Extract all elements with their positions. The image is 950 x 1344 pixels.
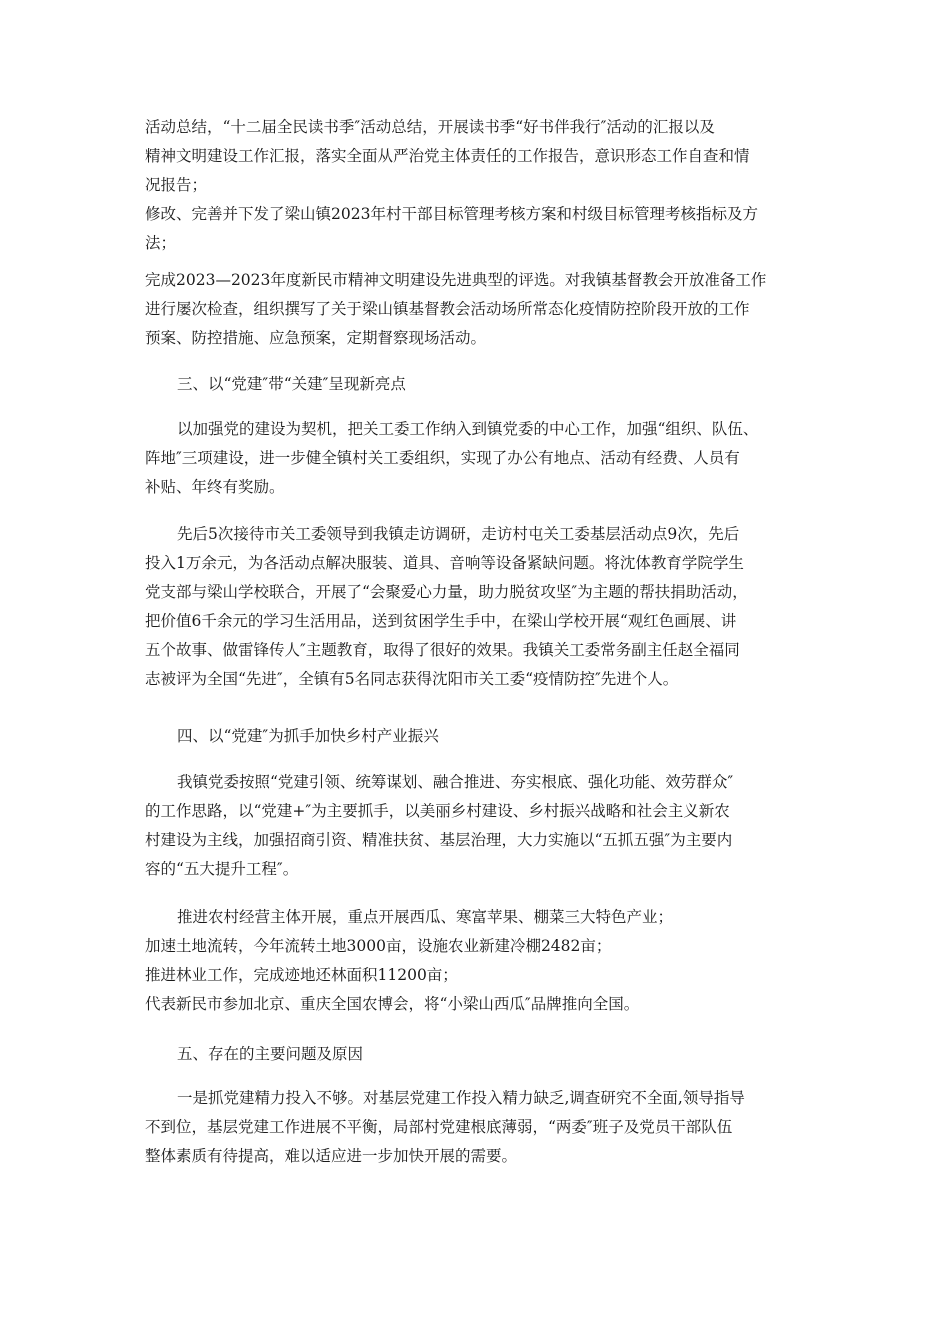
paragraph-4b [145, 903, 810, 1019]
text-line: 加速土地流转，今年流转土地3000亩，设施农业新建冷棚2482亩； [145, 937, 612, 955]
paragraph-intro-3 [145, 266, 810, 353]
text-line: 容的“五大提升工程″。 [145, 860, 299, 878]
heading-text: 四、以“党建″为抓手加快乡村产业振兴 [177, 727, 439, 745]
text-line: 志被评为全国“先进″，全镇有5名同志获得沈阳市关工委“疫情防控″先进个人。 [145, 670, 679, 688]
text-line: 修改、完善并下发了梁山镇2023年村干部目标管理考核方案和村级目标管理考核指标及方 [145, 205, 758, 223]
section-heading-3 [145, 370, 810, 399]
text-line: 不到位，基层党建工作进展不平衡，局部村党建根底薄弱，“两委″班子及党员干部队伍 [145, 1118, 733, 1136]
text-line: 的工作思路，以“党建+″为主要抓手，以美丽乡村建设、乡村振兴战略和社会主义新农 [145, 802, 730, 820]
text-line: 预案、防控措施、应急预案，定期督察现场活动。 [145, 329, 487, 347]
section-heading-5 [145, 1040, 810, 1069]
text-line: 阵地″三项建设，进一步健全镇村关工委组织，实现了办公有地点、活动有经费、人员有 [145, 449, 740, 467]
text-line: 村建设为主线，加强招商引资、精准扶贫、基层治理，大力实施以“五抓五强″为主要内 [145, 831, 733, 849]
section-heading-4 [145, 722, 810, 751]
text-line: 补贴、年终有奖励。 [145, 478, 285, 496]
text-line: 一是抓党建精力投入不够。对基层党建工作投入精力缺乏,调查研究不全面,领导指导 [177, 1089, 745, 1107]
text-line: 五个故事、做雷锋传人″主题教育，取得了很好的效果。我镇关工委常务副主任赵全福同 [145, 641, 740, 659]
text-line: 精神文明建设工作汇报，落实全面从严治党主体责任的工作报告，意识形态工作自查和情 [145, 147, 750, 165]
heading-text: 五、存在的主要问题及原因 [177, 1045, 364, 1063]
text-line: 活动总结，“十二届全民读书季″活动总结，开展读书季“好书伴我行″活动的汇报以及 [145, 118, 715, 136]
text-line: 党支部与梁山学校联合，开展了“会聚爱心力量，助力脱贫攻坚″为主题的帮扶捐助活动， [145, 583, 748, 601]
text-line: 代表新民市参加北京、重庆全国农博会，将“小梁山西瓜″品牌推向全国。 [145, 995, 640, 1013]
paragraph-3a [145, 415, 810, 502]
text-line: 先后5次接待市关工委领导到我镇走访调研，走访村屯关工委基层活动点9次，先后 [177, 525, 740, 543]
text-line: 整体素质有待提高，难以适应进一步加快开展的需要。 [145, 1147, 518, 1165]
paragraph-4a [145, 768, 810, 884]
text-line: 以加强党的建设为契机，把关工委工作纳入到镇党委的中心工作，加强“组织、队伍、 [177, 420, 759, 438]
paragraph-5a [145, 1084, 810, 1171]
text-line: 况报告； [145, 176, 208, 194]
text-line: 完成2023—2023年度新民市精神文明建设先进典型的评选。对我镇基督教会开放准备工作 [145, 271, 767, 289]
text-line: 推进农村经营主体开展，重点开展西瓜、寒富苹果、棚菜三大特色产业； [177, 908, 674, 926]
text-line: 把价值6千余元的学习生活用品，送到贫困学生手中，在梁山学校开展“观红色画展、讲 [145, 612, 737, 630]
text-line: 法； [145, 234, 177, 252]
paragraph-intro-2 [145, 200, 810, 258]
heading-text: 三、以“党建″带“关建″呈现新亮点 [177, 375, 406, 393]
text-line: 投入1万余元，为各活动点解决服装、道具、音响等设备紧缺问题。将沈体教育学院学生 [145, 554, 744, 572]
text-line: 推进林业工作，完成迹地还林面积11200亩； [145, 966, 458, 984]
text-line: 进行屡次检查，组织撰写了关于梁山镇基督教会活动场所常态化疫情防控阶段开放的工作 [145, 300, 750, 318]
paragraph-3b [145, 520, 810, 694]
paragraph-intro-1 [145, 113, 810, 200]
text-line: 我镇党委按照“党建引领、统筹谋划、融合推进、夯实根底、强化功能、效劳群众″ [177, 773, 734, 791]
